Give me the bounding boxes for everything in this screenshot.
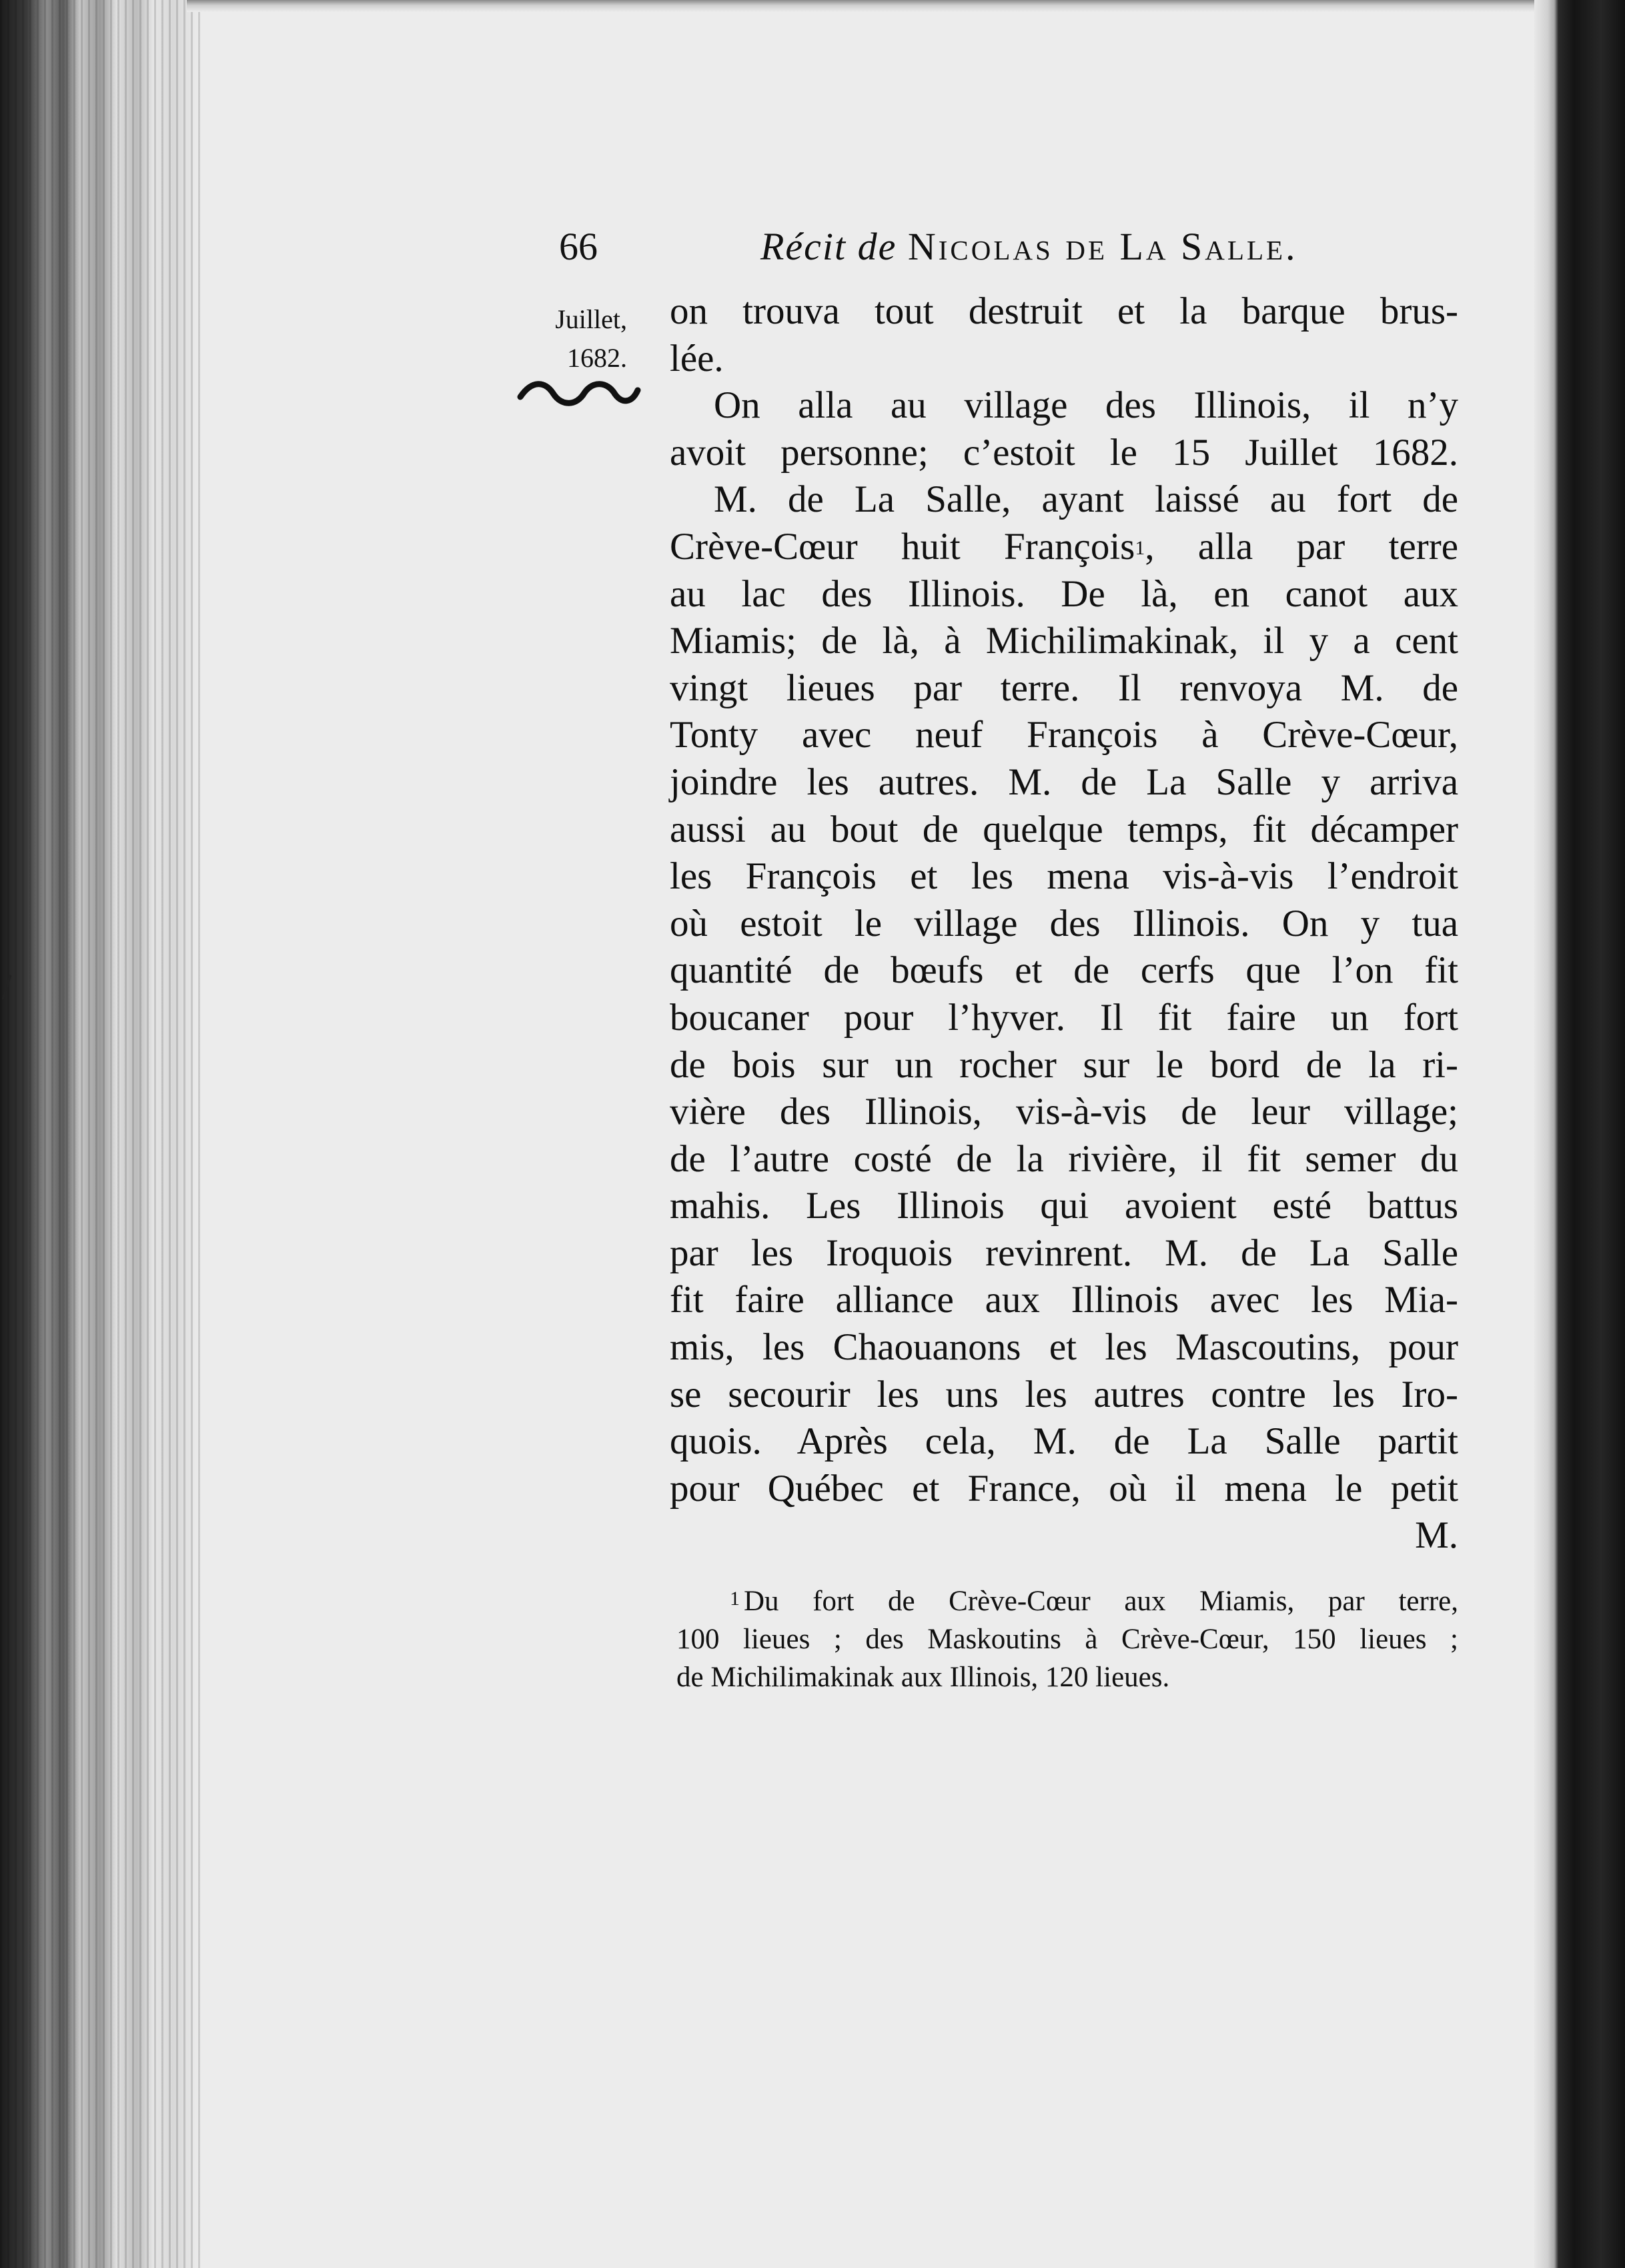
text-line: au lac des Illinois. De là, en canot aux: [670, 572, 1458, 615]
stray-mark-icon: [0, 974, 13, 1001]
text-line: on trouva tout destruit et la barque brus-: [670, 290, 1458, 332]
text-line: de bois sur un rocher sur le bord de la ri-: [670, 1043, 1458, 1086]
margin-note-year: 1682.: [567, 343, 627, 373]
text-line: boucaner pour l’hyver. Il fit faire un fort: [670, 996, 1458, 1039]
text-line: M. de La Salle, ayant laissé au fort de: [714, 478, 1458, 521]
text-line: mis, les Chaouanons et les Mascoutins, pour: [670, 1326, 1458, 1369]
margin-date-note: [527, 300, 627, 378]
footnote-marker: 1: [1135, 536, 1145, 559]
text-segment: Crève-Cœur huit François: [670, 525, 1135, 568]
text-line: aussi au bout de quelque temps, fit décamper: [670, 808, 1458, 851]
text-line: quois. Après cela, M. de La Salle partit: [670, 1420, 1458, 1463]
text-line: mahis. Les Illinois qui avoient esté battus: [670, 1185, 1458, 1227]
text-line: joindre les autres. M. de La Salle y arriva: [670, 760, 1458, 803]
text-line: où estoit le village des Illinois. On y tua: [670, 902, 1458, 945]
text-line: de l’autre costé de la rivière, il fit semer du: [670, 1137, 1458, 1180]
main-text: [670, 288, 1458, 1560]
footnote-line: [676, 1582, 1458, 1620]
text-line: vière des Illinois, vis-à-vis de leur village;: [670, 1091, 1458, 1133]
footnote-line: 100 lieues ; des Maskoutins à Crève-Cœur, 150 lieues ;: [676, 1624, 1458, 1655]
text-line: On alla au village des Illinois, il n’y: [714, 384, 1458, 427]
text-line: les François et les mena vis-à-vis l’endroit: [670, 855, 1458, 898]
wave-ornament-icon: [515, 377, 642, 410]
margin-note-month: Juillet,: [555, 304, 627, 334]
text-line-with-footnote: [670, 524, 1458, 571]
page-number: 66: [559, 225, 598, 268]
running-head-italic: Récit de: [760, 225, 897, 268]
text-line: vingt lieues par terre. Il renvoya M. de: [670, 666, 1458, 709]
text-line: se secourir les uns les autres contre les Iro-: [670, 1373, 1458, 1415]
gutter-page-edges: [0, 0, 200, 2268]
text-line: par les Iroquois revinrent. M. de La Salle: [670, 1231, 1458, 1274]
catchword: M.: [1415, 1514, 1458, 1557]
running-head: [760, 224, 1298, 269]
top-page-edge: [187, 0, 1541, 12]
footnote-line: de Michilimakinak aux Illinois, 120 lieues.: [676, 1662, 1170, 1693]
running-head-smallcaps: Nicolas de La Salle.: [907, 225, 1298, 268]
text-line: fit faire alliance aux Illinois avec les Mia-: [670, 1279, 1458, 1321]
text-line: Miamis; de là, à Michilimakinak, il y a cent: [670, 620, 1458, 662]
footnote-text: Du fort de Crève-Cœur aux Miamis, par terre,: [744, 1586, 1458, 1617]
footnote: [676, 1582, 1458, 1696]
text-line: quantité de bœufs et de cerfs que l’on fit: [670, 949, 1458, 992]
text-line: Tonty avec neuf François à Crève-Cœur,: [670, 714, 1458, 756]
text-line: lée.: [670, 337, 724, 380]
text-segment: , alla par terre: [1145, 525, 1459, 568]
right-page-edge: [1534, 0, 1625, 2268]
text-line: pour Québec et France, où il mena le petit: [670, 1467, 1458, 1510]
footnote-number: 1: [730, 1588, 740, 1610]
text-line: avoit personne; c’estoit le 15 Juillet 1682.: [670, 431, 1458, 474]
